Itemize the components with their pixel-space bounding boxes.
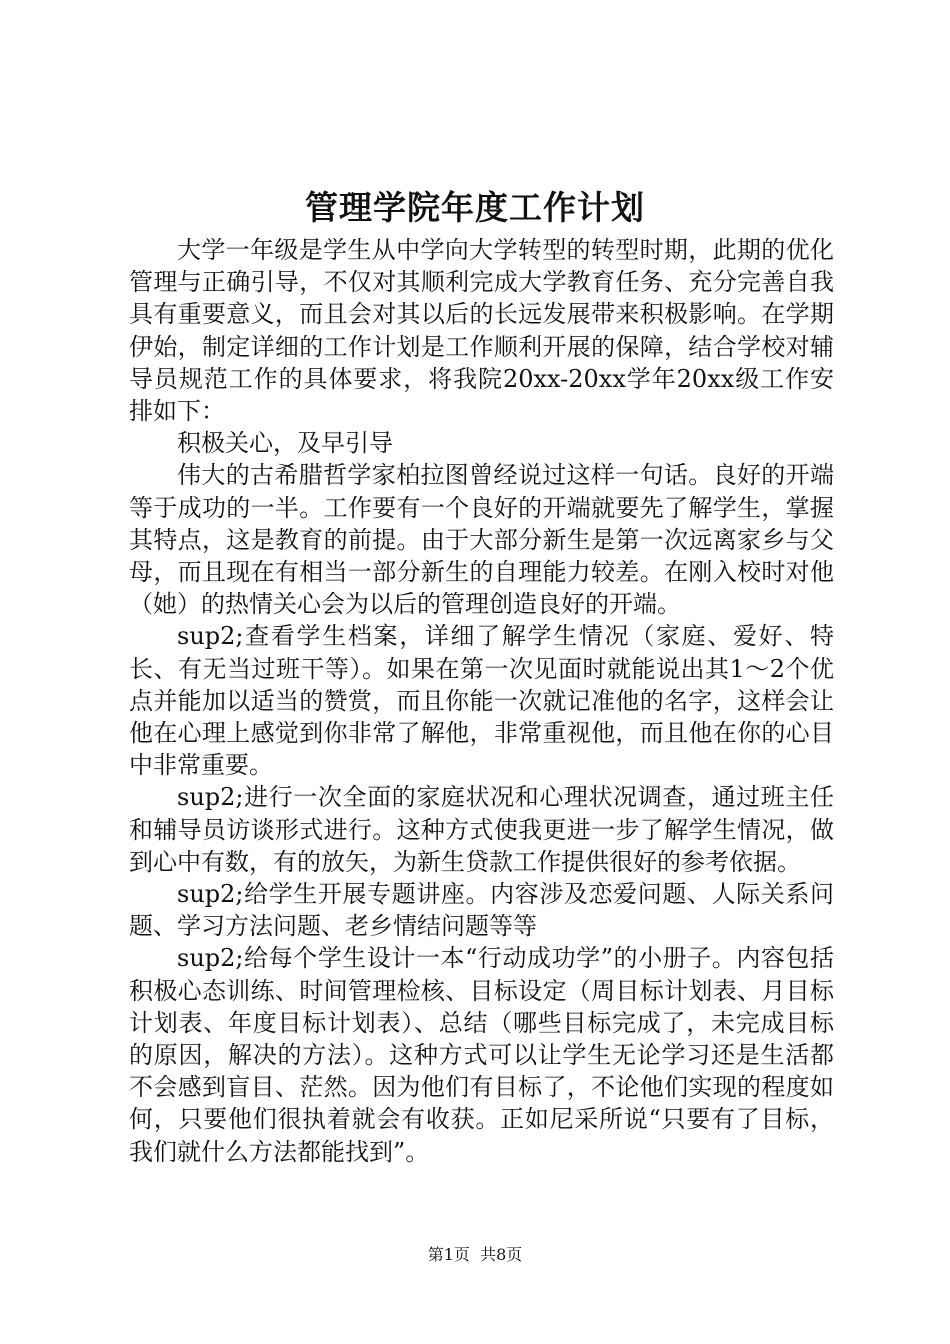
document-body [129, 234, 834, 1168]
page-footer [0, 1243, 950, 1267]
document-title: 管理学院年度工作计划 [305, 188, 645, 227]
page-number: 第1页 共8页 [427, 1245, 523, 1264]
paragraph-survey: sup2;进行一次全面的家庭状况和心理状况调查，通过班主任和辅导员访谈形式进行。这种方式使我更进一步了解学生情况，做到心中有数，有的放矢，为新生贷款工作提供很好的参考依据。 [129, 783, 834, 876]
section-heading: 积极关心，及早引导 [177, 429, 393, 458]
paragraph-archive: sup2;查看学生档案，详细了解学生情况（家庭、爱好、特长、有无当过班干等）。如果在第一次见面时就能说出其1～2个优点并能加以适当的赞赏，而且你能一次就记准他的名字，这样会让他在心理上感觉到你非常了解他，非常重视他，而且他在你的心目中非常重要。 [129, 622, 834, 780]
paragraph-plato: 伟大的古希腊哲学家柏拉图曾经说过这样一句话。良好的开端等于成功的一半。工作要有一个良好的开端就要先了解学生，掌握其特点，这是教育的前提。由于大部分新生是第一次远离家乡与父母，而且现在有相当一部分新生的自理能力较差。在刚入校时对他（她）的热情关心会为以后的管理创造良好的开端。 [129, 461, 834, 619]
paragraph-booklet: sup2;给每个学生设计一本“行动成功学”的小册子。内容包括积极心态训练、时间管理检核、目标设定（周目标计划表、月目标计划表、年度目标计划表）、总结（哪些目标完成了，未完成目标的原因，解决的方法）。这种方式可以让学生无论学习还是生活都不会感到盲目、茫然。因为他们有目标了，不论他们实现的程度如何，只要他们很执着就会有收获。正如尼采所说“只要有了目标，我们就什么方法都能找到”。 [129, 944, 834, 1166]
paragraph-intro: 大学一年级是学生从中学向大学转型的转型时期，此期的优化管理与正确引导，不仅对其顺利完成大学教育任务、充分完善自我具有重要意义，而且会对其以后的长远发展带来积极影响。在学期伊始，制定详细的工作计划是工作顺利开展的保障，结合学校对辅导员规范工作的具体要求，将我院20xx-20xx学年20xx级工作安排如下： [129, 236, 834, 426]
paragraph-lecture: sup2;给学生开展专题讲座。内容涉及恋爱问题、人际关系问题、学习方法问题、老乡情结问题等等 [129, 880, 834, 941]
